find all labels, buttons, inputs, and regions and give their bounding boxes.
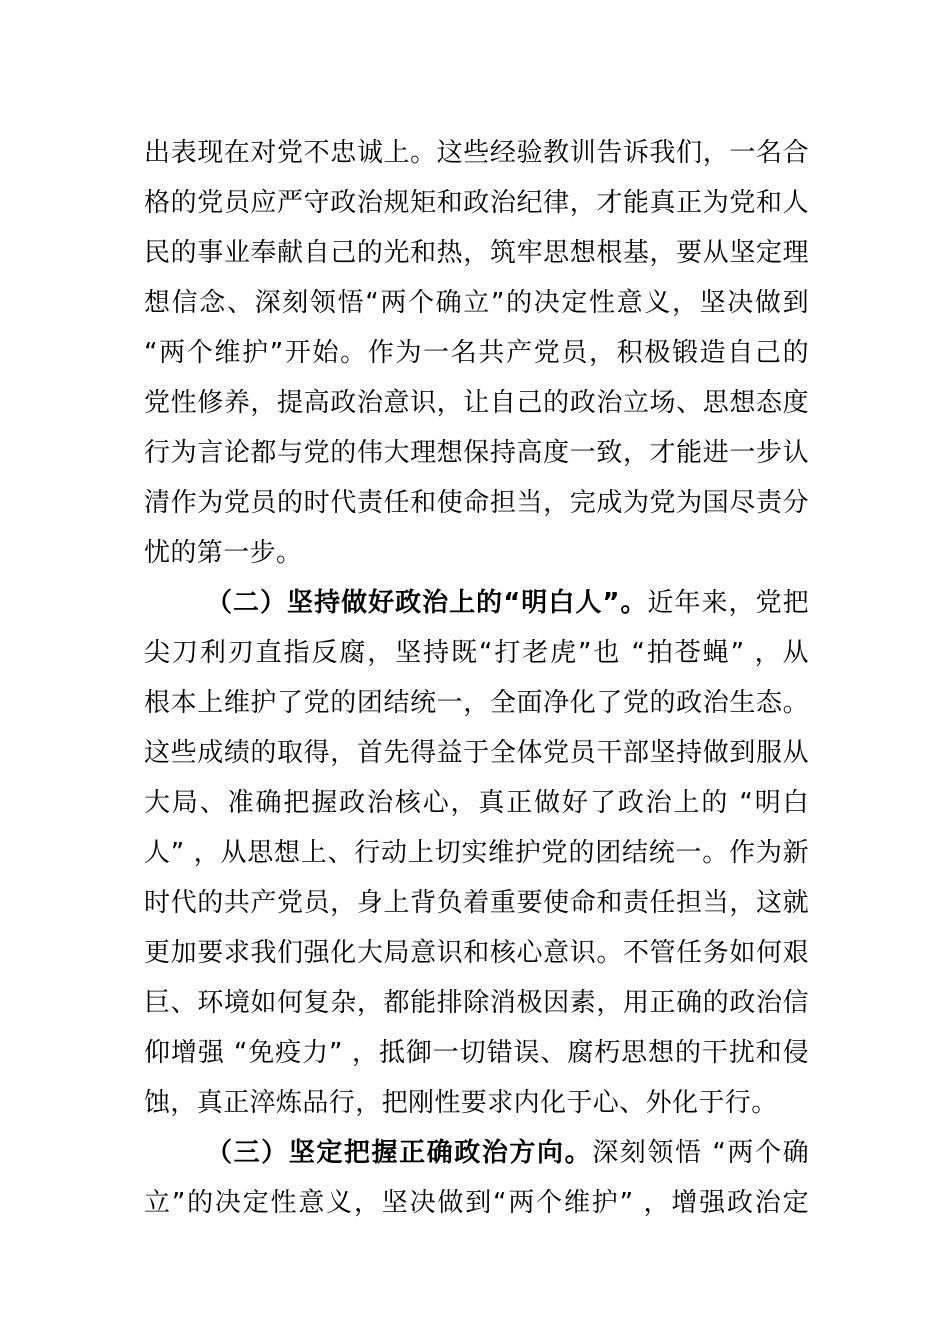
text-line: 想信念、深刻领悟“两个确立”的决定性意义，坚决做到 [144, 288, 809, 318]
text-line: “两个维护”开始。作为一名共产党员，积极锻造自己的 [144, 338, 809, 368]
text-line: 时代的共产党员，身上背负着重要使命和责任担当，这就 [144, 888, 809, 918]
text-line: 更加要求我们强化大局意识和核心意识。不管任务如何艰 [144, 938, 809, 968]
text-line: 党性修养，提高政治意识，让自己的政治立场、思想态度 [144, 388, 809, 418]
paragraph-3 [144, 1128, 809, 1228]
paragraph-first-line [144, 578, 809, 628]
text-line: 蚀，真正淬炼品行，把刚性要求内化于心、外化于行。 [144, 1088, 778, 1118]
text-line: 仰增强 “免疫力” ，抵御一切错误、腐朽思想的干扰和侵 [144, 1038, 809, 1068]
text-line: 行为言论都与党的伟大理想保持高度一致，才能进一步认 [144, 438, 809, 468]
text-line: 忧的第一步。 [144, 538, 303, 568]
text-segment: 近年来，党把 [647, 588, 809, 618]
document-body [144, 128, 809, 1228]
text-line: 人” ，从思想上、行动上切实维护党的团结统一。作为新 [144, 838, 809, 868]
paragraph-1 [144, 128, 809, 578]
section-heading: （二）坚持做好政治上的“明白人”。 [206, 588, 648, 618]
paragraph-first-line [144, 1128, 809, 1178]
paragraph-2 [144, 578, 809, 1128]
text-line: 巨、环境如何复杂，都能排除消极因素，用正确的政治信 [144, 988, 809, 1018]
text-line: 这些成绩的取得，首先得益于全体党员干部坚持做到服从 [144, 738, 809, 768]
section-heading: （三）坚定把握正确政治方向。 [206, 1138, 593, 1168]
text-segment: 深刻领悟 “两个确 [592, 1138, 809, 1168]
text-line: 立”的决定性意义，坚决做到“两个维护” ，增强政治定 [144, 1188, 809, 1218]
text-line: 大局、准确把握政治核心，真正做好了政治上的 “明白 [144, 788, 809, 818]
text-line: 格的党员应严守政治规矩和政治纪律，才能真正为党和人 [144, 188, 809, 218]
text-line: 民的事业奉献自己的光和热，筑牢思想根基，要从坚定理 [144, 238, 809, 268]
text-line: 清作为党员的时代责任和使命担当，完成为党为国尽责分 [144, 488, 809, 518]
text-line: 出表现在对党不忠诚上。这些经验教训告诉我们，一名合 [144, 138, 809, 168]
text-line: 尖刀利刃直指反腐，坚持既“打老虎”也 “拍苍蝇” ，从 [144, 638, 809, 668]
text-line: 根本上维护了党的团结统一，全面净化了党的政治生态。 [144, 688, 809, 718]
